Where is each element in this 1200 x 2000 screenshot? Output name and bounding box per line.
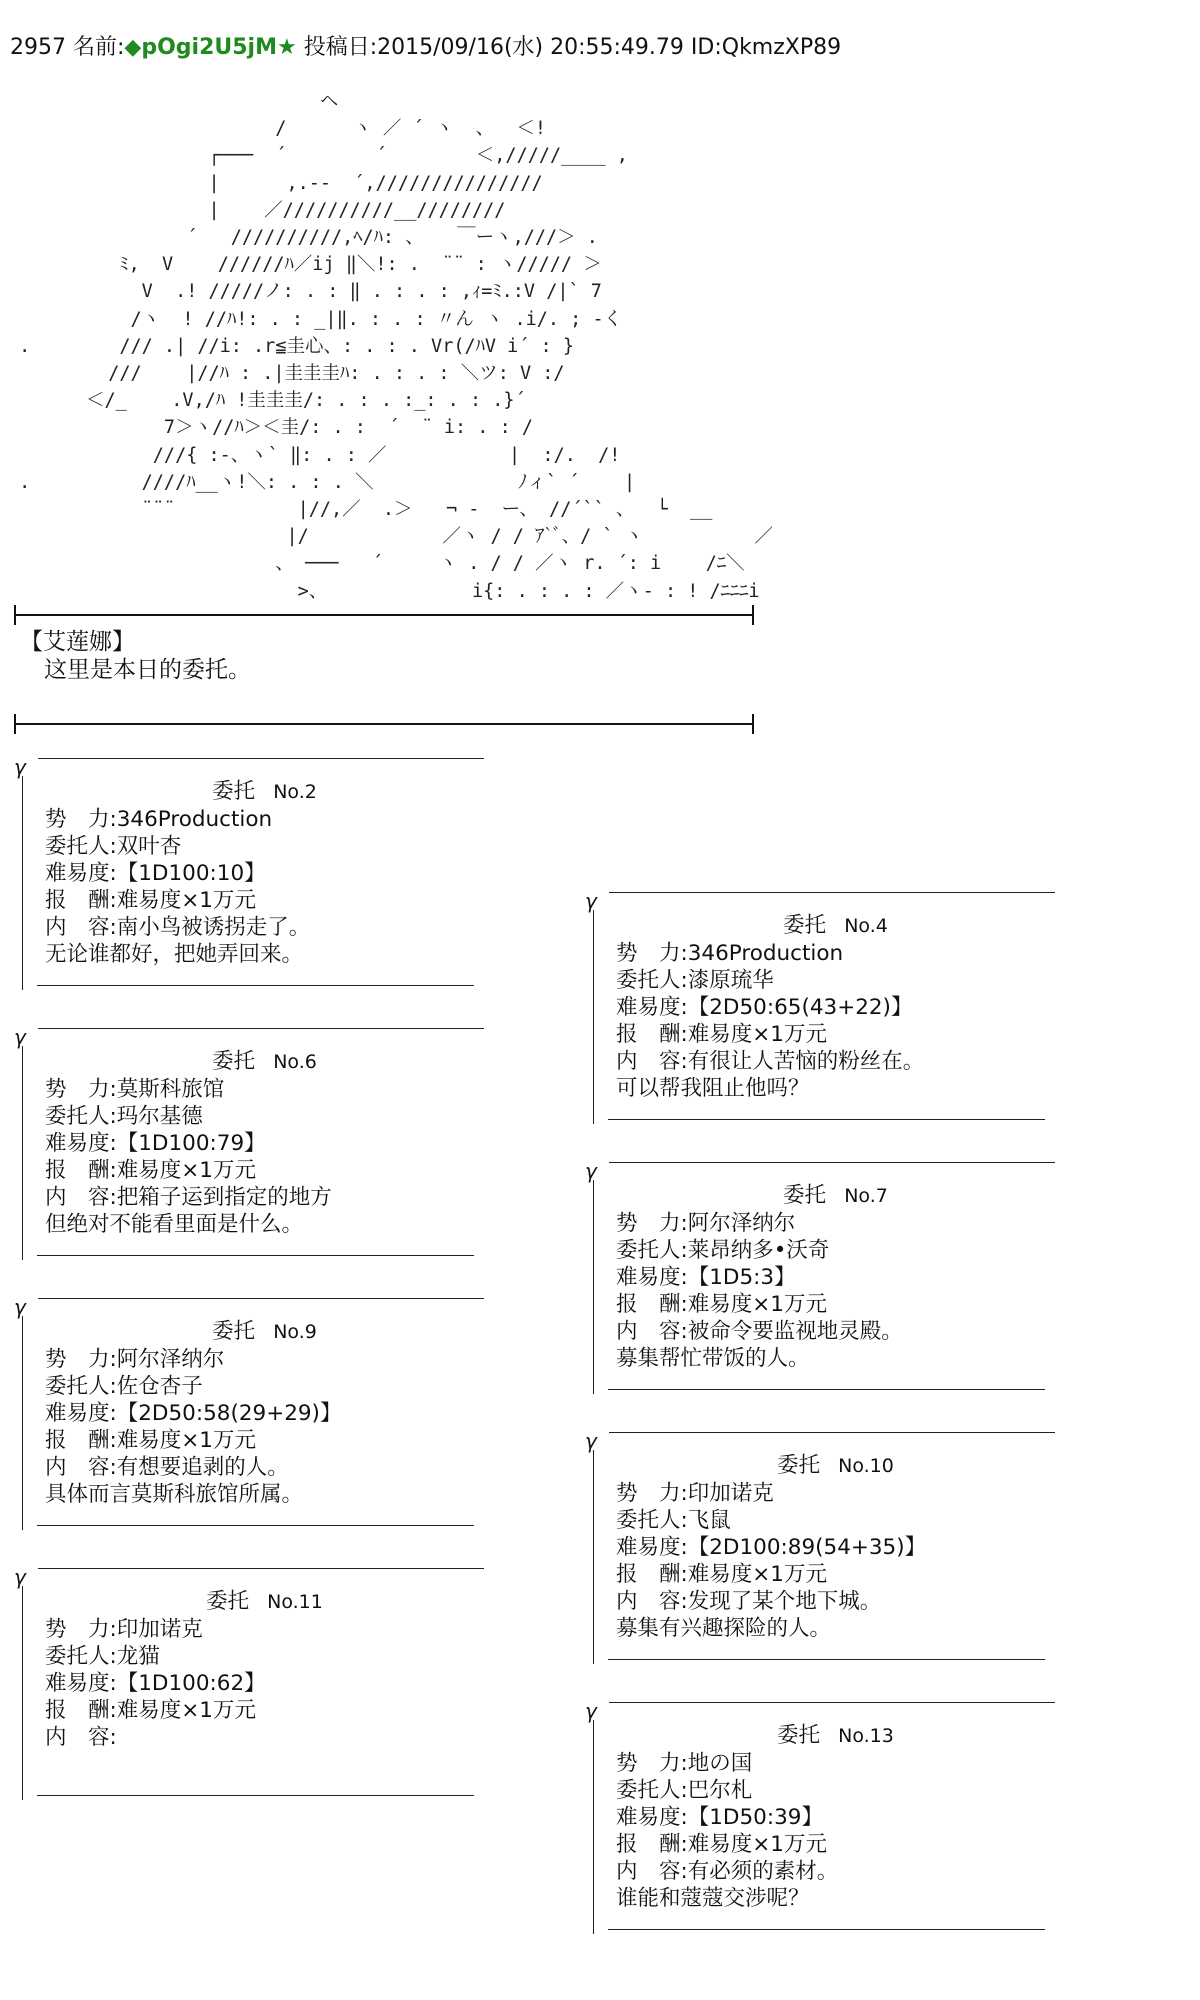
reward-field-value: 难易度×1万元 [116,1158,256,1183]
poster-name[interactable]: ◆pOgi2U5jM★ [124,35,297,60]
reward-field [616,1831,1055,1858]
card-title [45,776,484,806]
content-extra-line: 可以帮我阻止他吗？ [616,1076,810,1101]
reward-field [616,1021,1055,1048]
content-extra-line: 但绝对不能看里面是什么。 [45,1212,304,1237]
ascii-art: ヘ / ヽ ／ ´ ヽ 、 ＜! ┌─── ´ ´ ＜,/////____ , | ,.-- ´,/////////////// | ／//////////__//////// ´ //////////,ﾍ/ﾊ: 、 ￣ーヽ,///＞ . ﾐ, V //////ﾊ／ij ‖＼!: . ¨¨ : ヽ///// ＞ V .! /////ノ: . : ‖ . : . : ,ｨ=ﾐ.:V /|` 7 /ヽ ! //ﾊ!: . : _|‖. : . : 〃ん ヽ .i/. ; -く . /// .| //i: .r≦圭心、: . : . Vr(/ﾊV i´ : } /// |//ﾊ : .|圭圭圭ﾊ: . : . : ＼ツ: V :/ ＜/_ .V,/ﾊ !圭圭圭/: . : . :_: . : .}´ 7＞ヽ//ﾊ＞＜圭/: . : ´ ¨ i: . : / ///{ :-、ヽ` ‖: . : ／ | :/. /! . ////ﾊ__ヽ!＼: . : . ＼ ﾉィ` ´ | ¨¨¨ |//,／ .＞ ¬ - ー、 //´`` 、 └ __ |/ ／ヽ / / ｱ`ﾞ、/ ` ヽ ／ 、 ─── ´ ヽ . / / ／ヽ r. ´: i /ﾆ＼ >、 i{: . : . : ／ヽ- : ! /ﾆﾆﾆi [19,91,774,602]
faction-field-value: 印加诺克 [116,1617,203,1642]
content-field [45,1724,484,1751]
card-top-line [38,758,484,759]
card-bottom-border [593,1912,1055,1934]
difficulty-field-label: 难易度: [616,1805,688,1830]
card-top-line [38,1028,484,1029]
difficulty-field [45,1670,484,1697]
gamma-mark: γ [14,1295,26,1319]
card-title [616,1450,1055,1480]
commission-card[interactable] [14,748,484,990]
post-header [10,30,841,61]
card-title-label: 委托 [212,1049,256,1074]
difficulty-field [45,1130,484,1157]
client-field-value: 双叶杏 [116,834,182,859]
reward-field-label: 报 酬: [45,888,117,913]
client-field-label: 委托人: [45,1374,117,1399]
client-field-value: 飞鼠 [687,1508,731,1533]
card-top-line [38,1568,484,1569]
client-field-value: 龙猫 [116,1644,160,1669]
faction-field [45,1346,484,1373]
reward-field-label: 报 酬: [616,1562,688,1587]
card-title-label: 委托 [212,1319,256,1344]
difficulty-field-value: 【2D50:58(29+29)】 [116,1401,342,1426]
reward-field-label: 报 酬: [45,1698,117,1723]
reward-field-value: 难易度×1万元 [116,1428,256,1453]
client-field-value: 佐仓杏子 [116,1374,203,1399]
difficulty-field-value: 【1D100:10】 [116,861,266,886]
client-field-label: 委托人: [616,1778,688,1803]
faction-field [616,1480,1055,1507]
card-top-line [609,1162,1055,1163]
divider-top [14,614,754,616]
reward-field [45,887,484,914]
card-top-border [14,1288,484,1319]
reward-field-value: 难易度×1万元 [116,888,256,913]
content-extra-line [45,1751,484,1778]
difficulty-field-label: 难易度: [45,861,117,886]
faction-field [45,806,484,833]
content-field-label: 内 容: [45,1725,117,1750]
commission-card[interactable] [14,1018,484,1260]
commission-card[interactable] [14,1288,484,1530]
card-number: No.10 [838,1455,894,1477]
client-field-value: 漆原琉华 [687,968,774,993]
commission-card[interactable] [585,882,1055,1124]
card-bottom-border [593,1642,1055,1664]
reward-field [45,1157,484,1184]
card-title [45,1586,484,1616]
reward-field-value: 难易度×1万元 [687,1562,827,1587]
faction-field [45,1076,484,1103]
card-bottom-border [22,1508,484,1530]
content-field-label: 内 容: [616,1859,688,1884]
client-field [616,1507,1055,1534]
card-bottom-border [22,968,484,990]
content-field [616,1318,1055,1345]
gamma-mark: γ [585,1699,597,1723]
card-top-border [14,748,484,779]
card-top-border [14,1018,484,1049]
difficulty-field-value: 【2D50:65(43+22)】 [687,995,913,1020]
content-extra-line: 无论谁都好，把她弄回来。 [45,942,304,967]
client-field-value: 巴尔札 [687,1778,753,1803]
client-field-label: 委托人: [45,834,117,859]
faction-field [616,940,1055,967]
card-top-border [585,1422,1055,1453]
difficulty-field-label: 难易度: [45,1671,117,1696]
card-top-border [14,1558,484,1589]
content-field-label: 内 容: [616,1049,688,1074]
faction-field-label: 势 力: [616,1751,688,1776]
client-field [616,1777,1055,1804]
gamma-mark: γ [14,1025,26,1049]
client-field-value: 玛尔基德 [116,1104,203,1129]
difficulty-field-label: 难易度: [616,1265,688,1290]
client-field [45,1103,484,1130]
difficulty-field-value: 【1D100:79】 [116,1131,266,1156]
content-field-label: 内 容: [45,1185,117,1210]
reward-field-value: 难易度×1万元 [687,1022,827,1047]
card-bottom-line [608,1929,1045,1930]
content-extra-line: 具体而言莫斯科旅馆所属。 [45,1482,304,1507]
content-field-value: 有想要追剥的人。 [116,1455,289,1480]
card-number: No.9 [273,1321,317,1343]
speech-line: 这里是本日的委托。 [44,657,251,683]
commission-card[interactable] [14,1558,484,1800]
card-bottom-border [22,1778,484,1800]
content-field-value: 发现了某个地下城。 [687,1589,882,1614]
card-title-label: 委托 [783,913,827,938]
faction-field-label: 势 力: [616,1211,688,1236]
reward-field [616,1561,1055,1588]
content-extra-line: 募集帮忙带饭的人。 [616,1346,810,1371]
faction-field [45,1616,484,1643]
difficulty-field [616,1264,1055,1291]
difficulty-field [45,1400,484,1427]
reward-field [45,1697,484,1724]
faction-field-value: 346Production [116,807,273,832]
client-field [45,1373,484,1400]
card-bottom-line [608,1659,1045,1660]
card-number: No.11 [267,1591,323,1613]
commission-card[interactable] [585,1152,1055,1394]
gamma-mark: γ [14,755,26,779]
difficulty-field-label: 难易度: [616,1535,688,1560]
reward-field-value: 难易度×1万元 [116,1698,256,1723]
faction-field-value: 346Production [687,941,844,966]
difficulty-field-value: 【2D100:89(54+35)】 [687,1535,927,1560]
difficulty-field-value: 【1D50:39】 [687,1805,823,1830]
card-title-label: 委托 [777,1453,821,1478]
divider-bottom [14,723,754,725]
card-title-label: 委托 [212,779,256,804]
client-field [45,833,484,860]
difficulty-field [616,994,1055,1021]
difficulty-field-label: 难易度: [45,1131,117,1156]
card-title [616,1720,1055,1750]
content-field-value: 有很让人苦恼的粉丝在。 [687,1049,925,1074]
gamma-mark: γ [585,889,597,913]
card-bottom-line [37,1525,474,1526]
content-field [45,1184,484,1211]
reward-field-label: 报 酬: [616,1292,688,1317]
card-top-line [609,1432,1055,1433]
reward-field-label: 报 酬: [616,1832,688,1857]
card-top-line [38,1298,484,1299]
client-field-label: 委托人: [616,1238,688,1263]
reward-field-label: 报 酬: [45,1158,117,1183]
card-number: No.6 [273,1051,317,1073]
content-field [616,1858,1055,1885]
post-date: 2015/09/16(水) 20:55:49.79 [377,35,684,60]
client-field [45,1643,484,1670]
card-bottom-line [37,985,474,986]
faction-field-value: 莫斯科旅馆 [116,1077,225,1102]
faction-field [616,1210,1055,1237]
card-bottom-border [593,1372,1055,1394]
gamma-mark: γ [585,1429,597,1453]
card-top-line [609,892,1055,893]
card-body [22,1046,484,1238]
card-title-label: 委托 [783,1183,827,1208]
client-field-label: 委托人: [45,1104,117,1129]
faction-field-value: 阿尔泽纳尔 [687,1211,796,1236]
card-bottom-border [593,1102,1055,1124]
content-field [45,1454,484,1481]
reward-field-value: 难易度×1万元 [687,1832,827,1857]
content-field-value: 南小鸟被诱拐走了。 [116,915,311,940]
card-bottom-line [608,1389,1045,1390]
card-top-border [585,1692,1055,1723]
reward-field-label: 报 酬: [616,1022,688,1047]
card-body [593,910,1055,1102]
faction-field-label: 势 力: [45,807,117,832]
card-bottom-border [22,1238,484,1260]
content-field [45,914,484,941]
card-title-label: 委托 [777,1723,821,1748]
faction-field-label: 势 力: [45,1347,117,1372]
difficulty-field [45,860,484,887]
content-field-label: 内 容: [616,1589,688,1614]
faction-field [616,1750,1055,1777]
card-bottom-line [608,1119,1045,1120]
client-field-value: 莱昂纳多•沃奇 [687,1238,830,1263]
content-field-value: 被命令要监视地灵殿。 [687,1319,903,1344]
post-id: ID:QkmzXP89 [690,35,842,60]
content-field [616,1048,1055,1075]
commission-card[interactable] [585,1692,1055,1934]
faction-field-value: 地の国 [687,1751,753,1776]
speech-block [20,628,251,684]
reward-field-value: 难易度×1万元 [687,1292,827,1317]
content-field-value: 把箱子运到指定的地方 [116,1185,332,1210]
difficulty-field-value: 【1D5:3】 [687,1265,796,1290]
card-top-border [585,882,1055,913]
reward-field [45,1427,484,1454]
name-label: 名前: [73,35,125,60]
difficulty-field-value: 【1D100:62】 [116,1671,266,1696]
card-bottom-line [37,1255,474,1256]
faction-field-value: 印加诺克 [687,1481,774,1506]
client-field [616,1237,1055,1264]
content-field-label: 内 容: [616,1319,688,1344]
content-field-value: 有必须的素材。 [687,1859,839,1884]
client-field-label: 委托人: [616,968,688,993]
faction-field-label: 势 力: [45,1617,117,1642]
difficulty-field [616,1534,1055,1561]
gamma-mark: γ [585,1159,597,1183]
card-title [45,1316,484,1346]
card-body [22,776,484,968]
card-title [616,1180,1055,1210]
faction-field-label: 势 力: [616,1481,688,1506]
reward-field-label: 报 酬: [45,1428,117,1453]
card-body [593,1450,1055,1642]
card-title [616,910,1055,940]
card-body [593,1720,1055,1912]
card-number: No.4 [844,915,888,937]
content-field-label: 内 容: [45,915,117,940]
difficulty-field-label: 难易度: [616,995,688,1020]
card-body [22,1316,484,1508]
card-number: No.7 [844,1185,888,1207]
speaker-name: 【艾莲娜】 [20,629,135,655]
content-field [616,1588,1055,1615]
client-field [616,967,1055,994]
card-bottom-line [37,1795,474,1796]
card-top-line [609,1702,1055,1703]
gamma-mark: γ [14,1565,26,1589]
card-number: No.13 [838,1725,894,1747]
content-field-label: 内 容: [45,1455,117,1480]
card-top-border [585,1152,1055,1183]
card-body [593,1180,1055,1372]
faction-field-value: 阿尔泽纳尔 [116,1347,225,1372]
faction-field-label: 势 力: [45,1077,117,1102]
faction-field-label: 势 力: [616,941,688,966]
content-extra-line: 募集有兴趣探险的人。 [616,1616,832,1641]
card-title [45,1046,484,1076]
post-number: 2957 [10,35,66,60]
date-label: 投稿日: [303,35,378,60]
reward-field [616,1291,1055,1318]
card-body [22,1586,484,1778]
card-title-label: 委托 [206,1589,250,1614]
commission-card[interactable] [585,1422,1055,1664]
client-field-label: 委托人: [45,1644,117,1669]
client-field-label: 委托人: [616,1508,688,1533]
card-number: No.2 [273,781,317,803]
difficulty-field [616,1804,1055,1831]
content-extra-line: 谁能和蔻蔻交涉呢？ [616,1886,810,1911]
difficulty-field-label: 难易度: [45,1401,117,1426]
